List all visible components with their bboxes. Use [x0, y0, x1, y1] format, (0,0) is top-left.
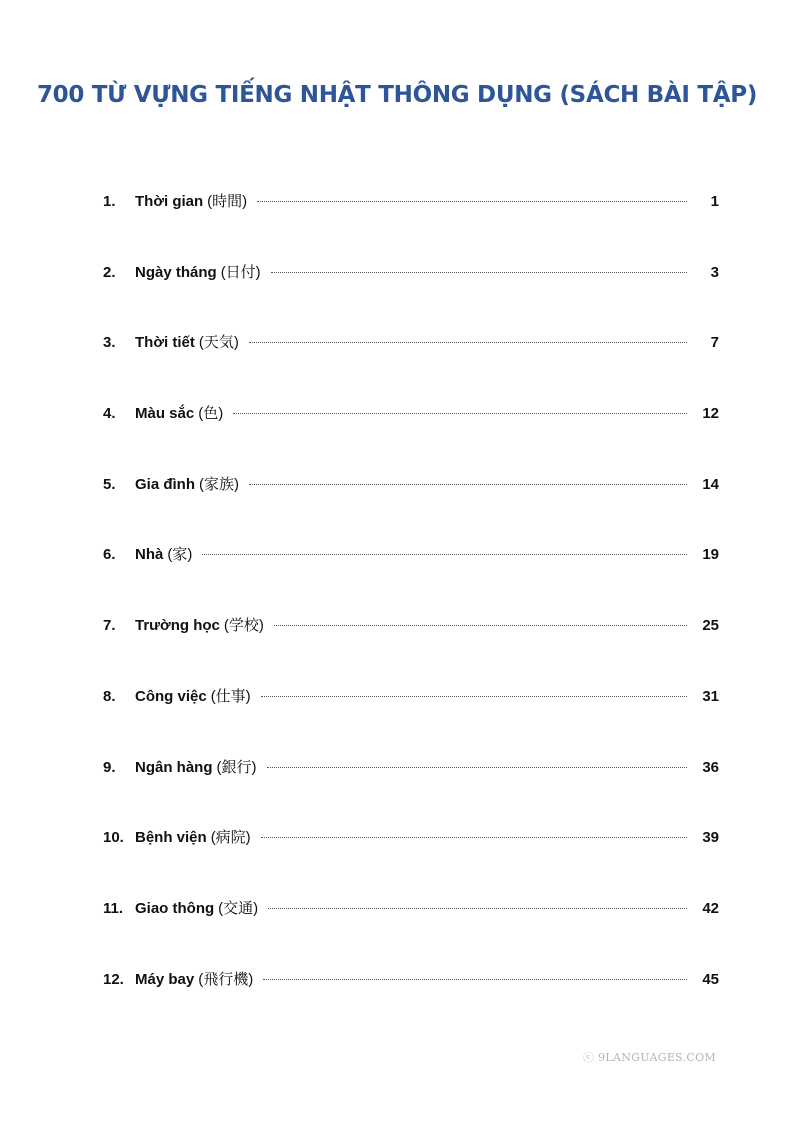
toc-entry-title-vietnamese: Màu sắc — [135, 405, 195, 423]
toc-entry-number: 5. — [103, 475, 116, 493]
toc-entry-4[interactable] — [103, 402, 719, 473]
toc-entry-10[interactable] — [103, 826, 719, 897]
dot-leader — [249, 342, 687, 343]
dot-leader — [268, 908, 687, 909]
toc-entry-title-japanese: (仕事) — [210, 687, 251, 705]
toc-entry-title — [135, 826, 251, 847]
toc-entry-title-japanese: (学校) — [223, 617, 264, 635]
toc-entry-title — [135, 685, 251, 706]
toc-entry-title-vietnamese: Ngân hàng — [135, 758, 213, 776]
toc-entry-number: 3. — [103, 334, 116, 352]
toc-entry-title-vietnamese: Máy bay — [135, 970, 195, 988]
toc-entry-title-japanese: (交通) — [218, 899, 259, 917]
toc-entry-title-vietnamese: Trường học — [135, 617, 220, 635]
toc-entry-page: 19 — [702, 546, 719, 564]
toc-entry-title-japanese: (家) — [167, 546, 193, 564]
dot-leader — [202, 554, 687, 555]
copyright-footer: ⓒ 9LANGUAGES.COM — [583, 1051, 716, 1064]
toc-entry-title-japanese: (時間) — [207, 193, 248, 210]
toc-entry-title — [135, 614, 264, 635]
toc-entry-title-japanese: (色) — [198, 405, 224, 423]
toc-entry-1[interactable] — [103, 190, 719, 261]
toc-entry-title — [135, 331, 239, 352]
toc-entry-title — [135, 897, 258, 918]
toc-entry-page: 39 — [702, 829, 719, 847]
toc-entry-title-vietnamese: Công việc — [135, 687, 207, 705]
toc-entry-page: 25 — [702, 617, 719, 635]
toc-entry-page: 14 — [702, 475, 719, 493]
toc-entry-number: 6. — [103, 546, 116, 564]
toc-entry-page: 12 — [702, 405, 719, 423]
toc-entry-title — [135, 261, 261, 282]
toc-entry-6[interactable] — [103, 543, 719, 614]
toc-entry-number: 4. — [103, 405, 116, 423]
toc-entry-title-vietnamese: Giao thông — [135, 899, 215, 917]
toc-entry-page: 42 — [702, 899, 719, 917]
toc-entry-page: 3 — [710, 263, 719, 281]
dot-leader — [233, 413, 687, 414]
dot-leader — [267, 767, 688, 768]
toc-entry-page: 31 — [702, 687, 719, 705]
toc-entry-title-vietnamese: Ngày tháng — [135, 263, 217, 281]
dot-leader — [274, 625, 687, 626]
dot-leader — [257, 201, 687, 202]
toc-entry-title — [135, 756, 257, 777]
toc-entry-title — [135, 473, 239, 494]
toc-entry-title — [135, 543, 192, 564]
toc-entry-number: 9. — [103, 758, 116, 776]
toc-entry-8[interactable] — [103, 685, 719, 756]
dot-leader — [271, 272, 687, 273]
toc-entry-page: 1 — [710, 193, 719, 210]
toc-entry-number: 8. — [103, 687, 116, 705]
toc-entry-title-vietnamese: Bệnh viện — [135, 829, 207, 847]
toc-entry-number: 11. — [103, 899, 124, 917]
toc-entry-12[interactable] — [103, 968, 719, 1039]
dot-leader — [261, 837, 687, 838]
toc-entry-7[interactable] — [103, 614, 719, 685]
toc-entry-number: 12. — [103, 970, 124, 988]
toc-entry-title-japanese: (家族) — [199, 475, 239, 493]
toc-entry-number: 7. — [103, 617, 116, 635]
toc-entry-title-vietnamese: Nhà — [135, 546, 164, 564]
table-of-contents — [103, 190, 719, 1038]
toc-entry-title-japanese: (銀行) — [216, 758, 257, 776]
toc-entry-page: 36 — [702, 758, 719, 776]
dot-leader — [263, 979, 687, 980]
toc-entry-5[interactable] — [103, 473, 719, 544]
toc-entry-title — [135, 190, 247, 211]
toc-entry-number: 10. — [103, 829, 124, 847]
toc-entry-title-vietnamese: Thời tiết — [135, 334, 195, 352]
toc-entry-title-japanese: (天気) — [198, 334, 239, 352]
toc-entry-title-japanese: (飛行機) — [198, 970, 254, 988]
toc-entry-title — [135, 402, 223, 423]
toc-entry-3[interactable] — [103, 331, 719, 402]
toc-entry-2[interactable] — [103, 261, 719, 332]
toc-entry-title-japanese: (日付) — [220, 263, 261, 281]
toc-entry-11[interactable] — [103, 897, 719, 968]
toc-entry-9[interactable] — [103, 756, 719, 827]
dot-leader — [261, 696, 687, 697]
toc-entry-title-vietnamese: Gia đình — [135, 475, 195, 493]
toc-entry-page: 7 — [710, 334, 719, 352]
document-title: 700 TỪ VỰNG TIẾNG NHẬT THÔNG DỤNG (SÁCH BÀI TẬP) — [36, 82, 758, 108]
toc-entry-number: 2. — [103, 263, 116, 281]
toc-entry-page: 45 — [702, 970, 719, 988]
dot-leader — [249, 484, 687, 485]
toc-entry-title-japanese: (病院) — [210, 829, 251, 847]
toc-entry-title-vietnamese: Thời gian — [135, 193, 204, 210]
toc-entry-title — [135, 968, 253, 989]
toc-entry-number: 1. — [103, 193, 116, 210]
